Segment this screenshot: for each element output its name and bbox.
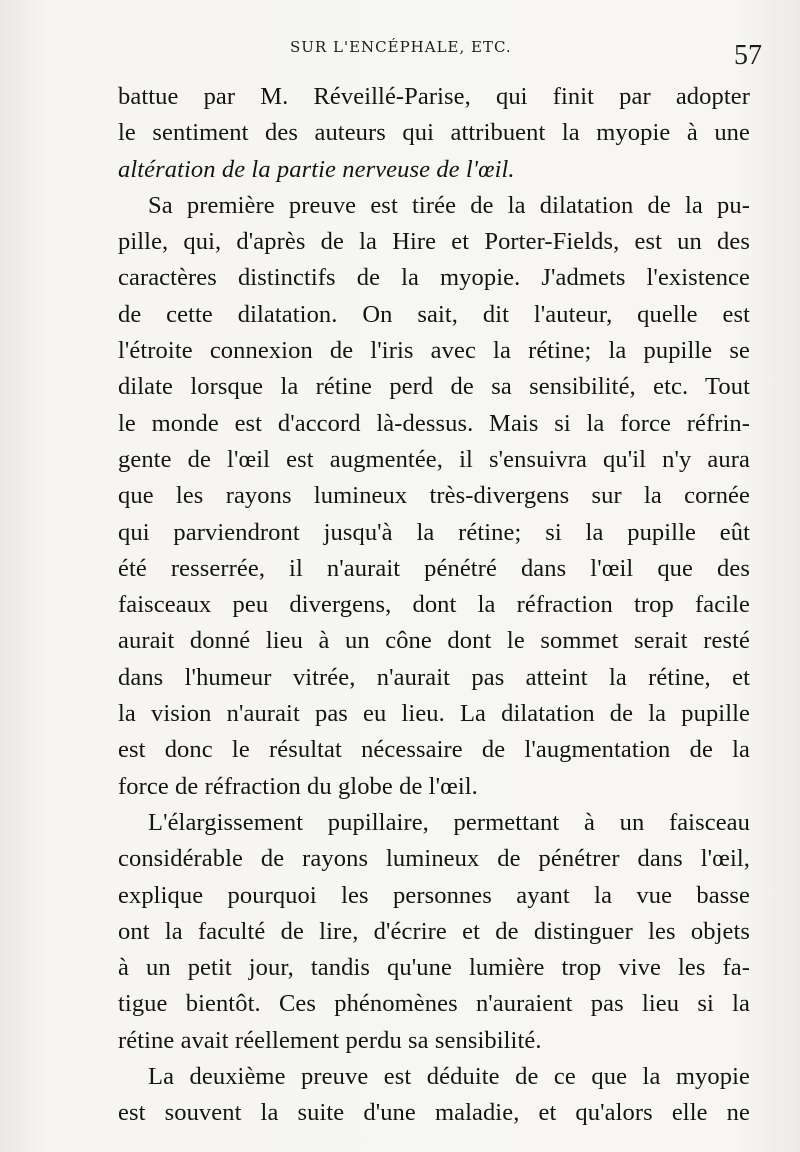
text-line: que les rayons lumineux très-divergens sur la cornée [118, 482, 750, 510]
text-line: explique pourquoi les personnes ayant la vue basse [118, 881, 750, 909]
text-line: altération de la partie nerveuse de l'œil. [118, 155, 515, 183]
text-line: est donc le résultat nécessaire de l'augmentation de la [118, 736, 750, 764]
text-line: le sentiment des auteurs qui attribuent la myopie à une [118, 119, 750, 147]
text-line: à un petit jour, tandis qu'une lumière trop vive les fa- [118, 954, 750, 982]
text-line: le monde est d'accord là-dessus. Mais si la force réfrin- [118, 409, 750, 437]
text-line: dilate lorsque la rétine perd de sa sensibilité, etc. Tout [118, 373, 750, 401]
page-number: 57 [734, 40, 762, 71]
text-line: dans l'humeur vitrée, n'aurait pas atteint la rétine, et [118, 663, 750, 691]
text-line: est souvent la suite d'une maladie, et qu'alors elle ne [118, 1099, 750, 1127]
text-line: l'étroite connexion de l'iris avec la rétine; la pupille se [118, 337, 750, 365]
text-line: ont la faculté de lire, d'écrire et de distinguer les objets [118, 917, 750, 945]
text-line: qui parviendront jusqu'à la rétine; si la pupille eût [118, 518, 750, 546]
text-line: caractères distinctifs de la myopie. J'admets l'existence [118, 264, 750, 292]
text-line: force de réfraction du globe de l'œil. [118, 772, 478, 800]
text-line: considérable de rayons lumineux de pénétrer dans l'œil, [118, 845, 750, 873]
text-line: La deuxième preuve est déduite de ce que la myopie [148, 1063, 750, 1091]
text-line: aurait donné lieu à un cône dont le sommet serait resté [118, 627, 750, 655]
text-line: gente de l'œil est augmentée, il s'ensuivra qu'il n'y aura [118, 445, 750, 473]
text-line: faisceaux peu divergens, dont la réfraction trop facile [118, 591, 750, 619]
running-head: SUR L'ENCÉPHALE, ETC. [290, 38, 512, 56]
text-line: de cette dilatation. On sait, dit l'auteur, quelle est [118, 300, 750, 328]
text-line: tigue bientôt. Ces phénomènes n'auraient pas lieu si la [118, 990, 750, 1018]
text-line: rétine avait réellement perdu sa sensibilité. [118, 1026, 542, 1054]
body-text [118, 79, 750, 1132]
text-line: L'élargissement pupillaire, permettant à un faisceau [148, 808, 750, 836]
text-line: battue par M. Réveillé-Parise, qui finit par adopter [118, 83, 750, 110]
text-line: Sa première preuve est tirée de la dilatation de la pu- [148, 191, 750, 219]
text-line: été resserrée, il n'aurait pénétré dans l'œil que des [118, 554, 750, 582]
text-line: pille, qui, d'après de la Hire et Porter-Fields, est un des [118, 228, 750, 256]
text-line: la vision n'aurait pas eu lieu. La dilatation de la pupille [118, 700, 750, 728]
